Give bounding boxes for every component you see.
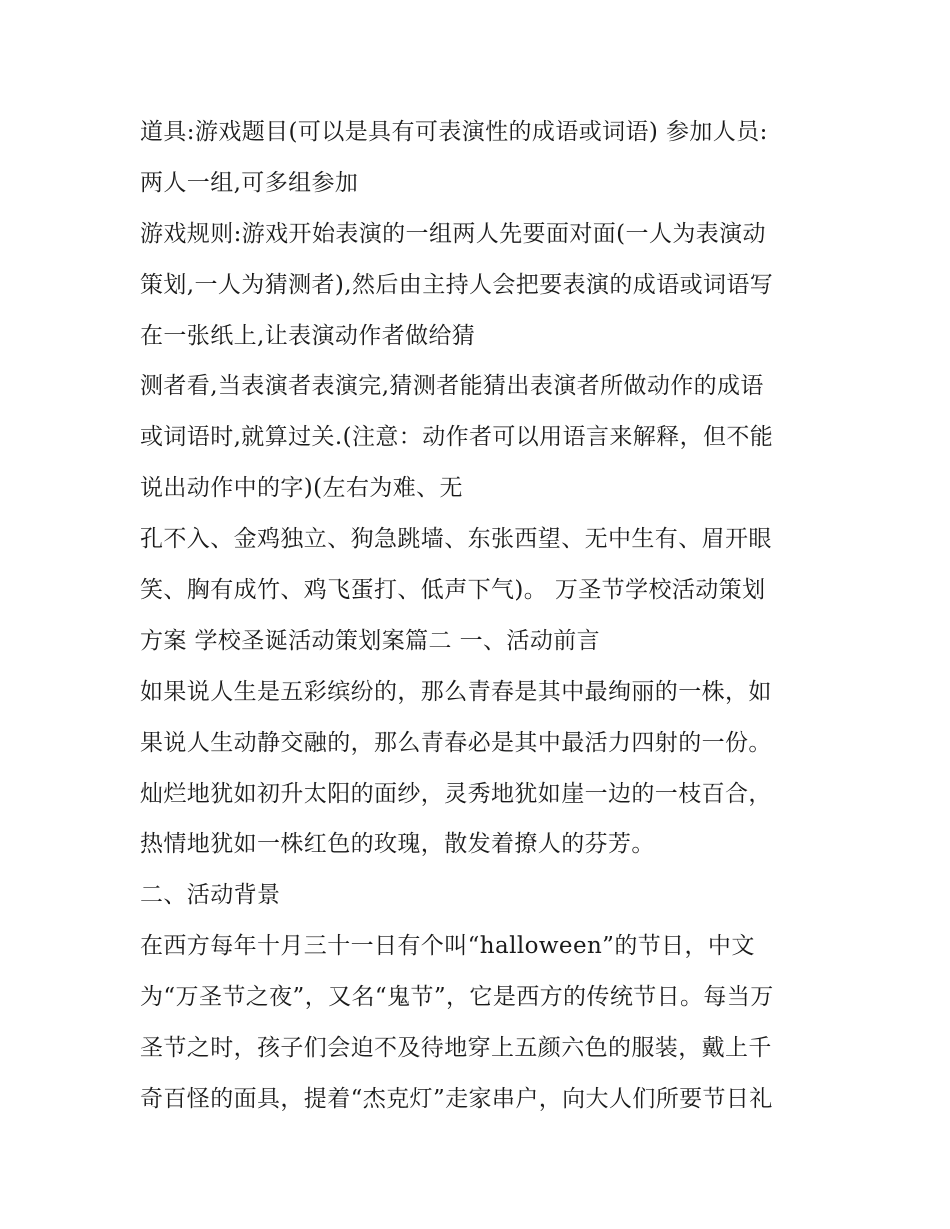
text-line: 孔不入、金鸡独立、狗急跳墙、东张西望、无中生有、眉开眼 bbox=[140, 526, 772, 553]
text-line: 如果说人生是五彩缤纷的，那么青春是其中最绚丽的一株，如 bbox=[140, 678, 772, 705]
text-line: 在西方每年十月三十一日有个叫“halloween”的节日，中文 bbox=[140, 933, 755, 960]
text-line: 道具:游戏题目(可以是具有可表演性的成语或词语) 参加人员: bbox=[140, 119, 768, 145]
text-line: 方案 学校圣诞活动策划案篇二 一、活动前言 bbox=[140, 627, 601, 654]
body-text bbox=[140, 107, 820, 1125]
text-line: 游戏规则:游戏开始表演的一组两人先要面对面(一人为表演动 bbox=[140, 220, 766, 247]
section-heading: 二、活动背景 bbox=[140, 882, 281, 909]
text-line: 说出动作中的字)(左右为难、无 bbox=[140, 475, 463, 502]
text-line: 为“万圣节之夜”，又名“鬼节”，它是西方的传统节日。每当万 bbox=[140, 984, 774, 1011]
text-line: 果说人生动静交融的，那么青春必是其中最活力四射的一份。 bbox=[140, 729, 772, 756]
text-line: 奇百怪的面具，提着“杰克灯”走家串户，向大人们所要节日礼 bbox=[140, 1085, 773, 1112]
text-line: 测者看,当表演者表演完,猜测者能猜出表演者所做动作的成语 bbox=[140, 373, 764, 400]
text-line: 或词语时,就算过关.(注意：动作者可以用语言来解释，但不能 bbox=[140, 424, 774, 451]
text-line: 两人一组,可多组参加 bbox=[140, 169, 359, 196]
text-line: 在一张纸上,让表演动作者做给猜 bbox=[140, 322, 476, 349]
text-line: 圣节之时，孩子们会迫不及待地穿上五颜六色的服装，戴上千 bbox=[140, 1035, 772, 1062]
text-line: 热情地犹如一株红色的玫瑰，散发着撩人的芬芳。 bbox=[140, 831, 655, 858]
text-line: 灿烂地犹如初升太阳的面纱，灵秀地犹如崖一边的一枝百合， bbox=[140, 780, 772, 807]
text-line: 笑、胸有成竹、鸡飞蛋打、低声下气)。 万圣节学校活动策划 bbox=[140, 577, 766, 604]
text-line: 策划,一人为猜测者),然后由主持人会把要表演的成语或词语写 bbox=[140, 271, 774, 298]
